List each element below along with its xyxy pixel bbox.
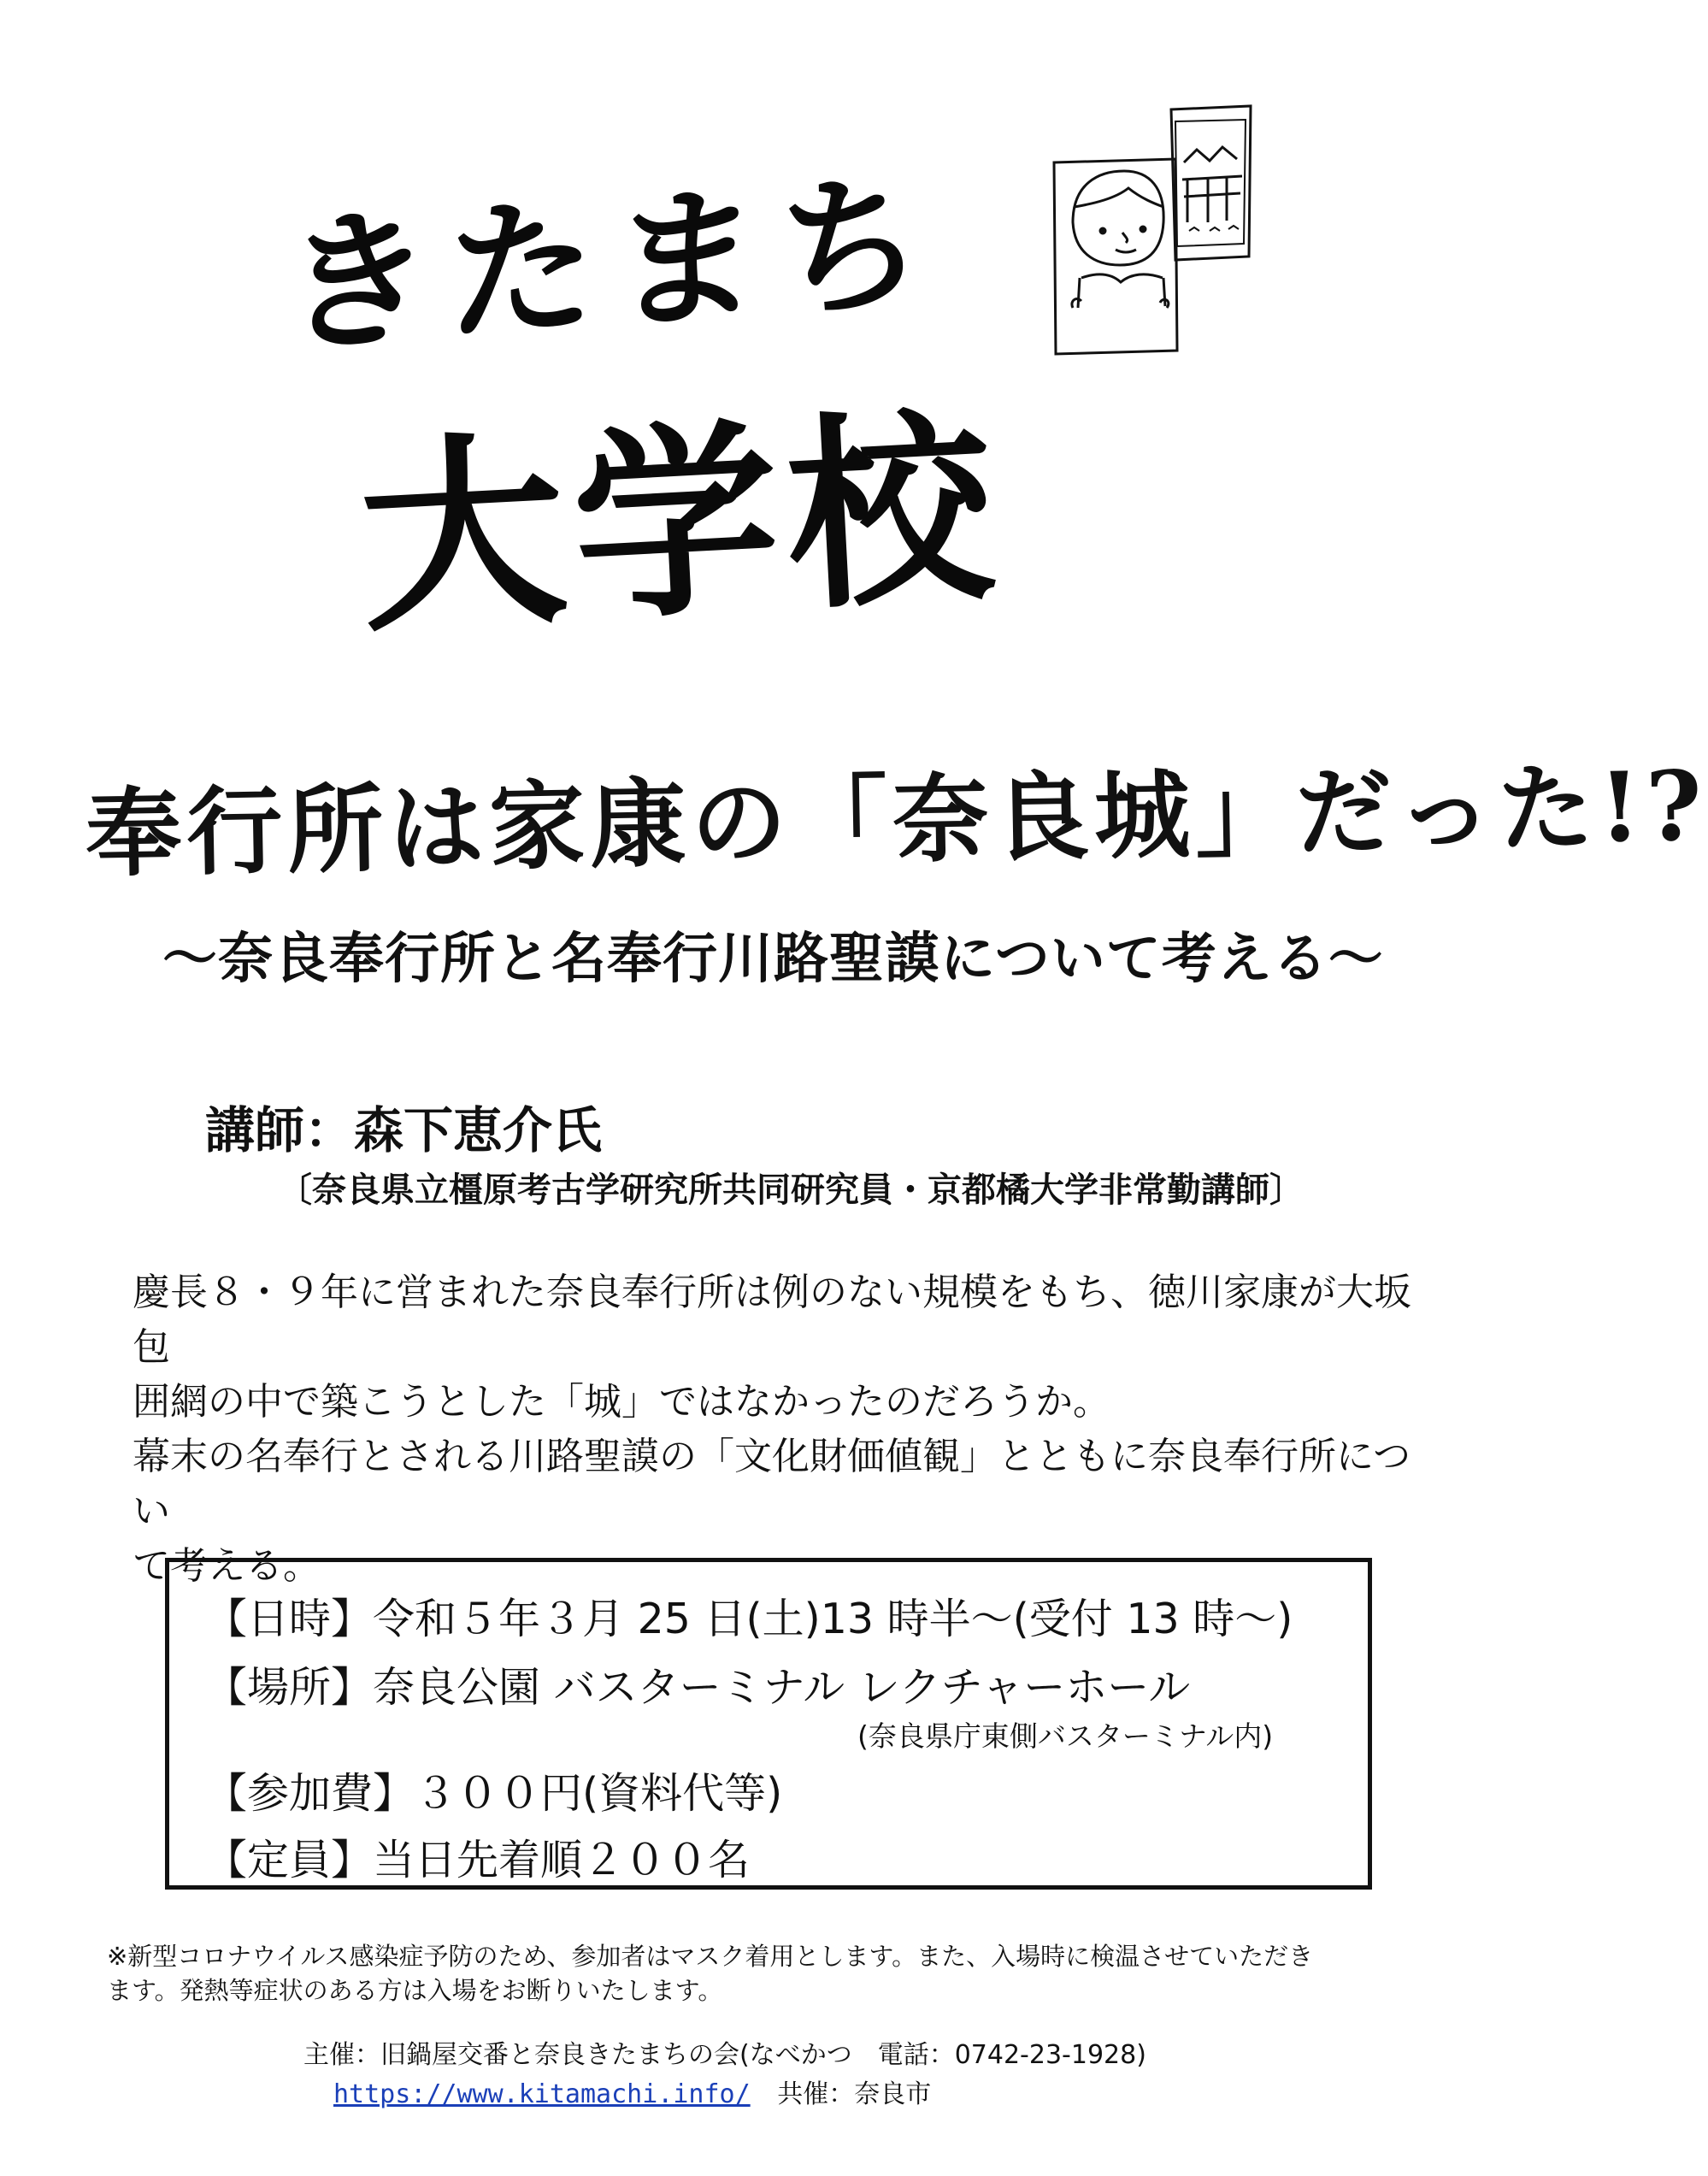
illustration-person-with-pictures (1047, 103, 1252, 359)
person-drawing (1072, 171, 1169, 308)
place-label: 【場所】 (205, 1663, 374, 1712)
event-description (133, 1265, 1423, 1594)
organizer-info: 主催：旧鍋屋交番と奈良きたまちの会(なべかつ 電話：0742-23-1928) (303, 2040, 1146, 2070)
capacity-label: 【定員】 (205, 1836, 374, 1884)
description-line: 慶長８・９年に営まれた奈良奉行所は例のない規模をもち、徳川家康が大坂包 (133, 1271, 1411, 1369)
info-capacity (205, 1827, 750, 1887)
datetime-value: 令和５年３月 25 日(土)13 時半〜(受付 13 時〜) (373, 1595, 1293, 1643)
place-value: 奈良公園 バスターミナル レクチャーホール (373, 1663, 1191, 1712)
cosponsor: 共催：奈良市 (777, 2079, 932, 2109)
title-daigakko: 大学校 (354, 386, 1007, 661)
notice-line: ます。発熱等症状のある方は入場をお断りいたします。 (107, 1976, 723, 2005)
subheading: 〜奈良奉行所と名奉行川路聖謨について考える〜 (162, 928, 1384, 991)
fee-value: ３００円(資料代等) (415, 1769, 783, 1818)
covid-notice (107, 1939, 1453, 2008)
datetime-label: 【日時】 (205, 1595, 374, 1643)
townscape-picture (1171, 106, 1251, 260)
info-fee (205, 1760, 782, 1820)
description-line: て考える。 (133, 1544, 321, 1588)
capacity-value: 当日先着順２００名 (373, 1836, 751, 1884)
description-line: 幕末の名奉行とされる川路聖謨の「文化財価値観」とともに奈良奉行所につい (133, 1435, 1411, 1533)
lecturer-name: 講師：森下恵介氏 (205, 1101, 603, 1159)
info-datetime (205, 1586, 1293, 1646)
lecturer-affiliation: 〔奈良県立橿原考古学研究所共同研究員・京都橘大学非常勤講師〕 (278, 1171, 1304, 1210)
main-heading: 奉行所は家康の「奈良城」だった!? (85, 750, 1708, 891)
fee-label: 【参加費】 (205, 1769, 415, 1818)
event-info-box (165, 1558, 1372, 1890)
footer-url-line (333, 2073, 931, 2110)
title-kitamachi: きたまち (279, 153, 945, 376)
website-link[interactable]: https://www.kitamachi.info/ (333, 2079, 751, 2109)
notice-line: ※新型コロナウイルス感染症予防のため、参加者はマスク着用とします。また、入場時に検温させていただき (107, 1942, 1314, 1971)
place-note: (奈良県庁東側バスターミナル内) (857, 1719, 1274, 1753)
description-line: 囲網の中で築こうとした「城」ではなかったのだろうか。 (133, 1380, 1110, 1424)
info-place (205, 1654, 1190, 1714)
